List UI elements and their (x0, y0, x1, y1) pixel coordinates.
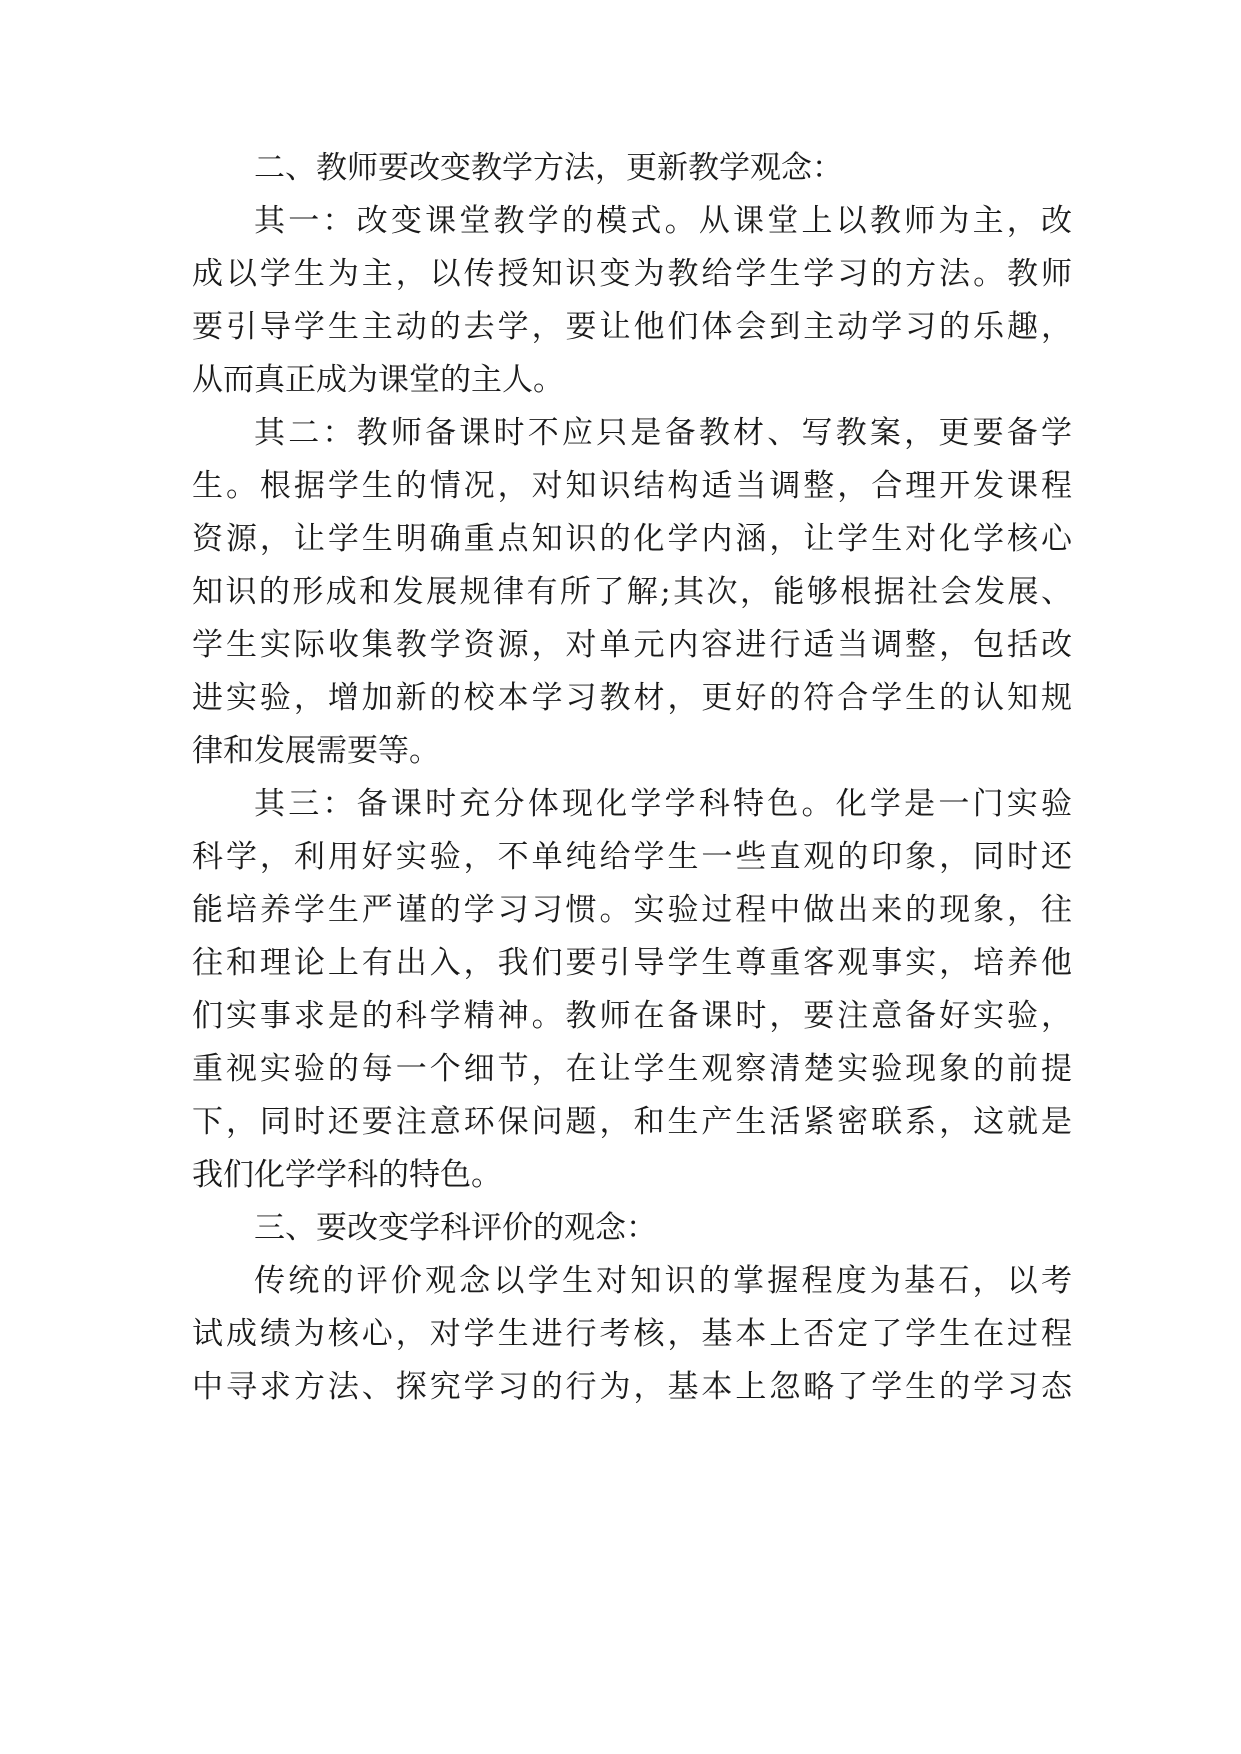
paragraph-line: 学生实际收集教学资源，对单元内容进行适当调整，包括改 (192, 627, 1072, 663)
paragraph-line: 试成绩为核心，对学生进行考核，基本上否定了学生在过程 (192, 1316, 1072, 1352)
paragraph-line: 我们化学学科的特色。 (192, 1157, 502, 1193)
paragraph-line: 科学，利用好实验，不单纯给学生一些直观的印象，同时还 (192, 839, 1072, 875)
paragraph-line: 资源，让学生明确重点知识的化学内涵，让学生对化学核心 (192, 521, 1072, 557)
paragraph-line: 知识的形成和发展规律有所了解;其次，能够根据社会发展、 (192, 574, 1072, 610)
paragraph-line: 进实验，增加新的校本学习教材，更好的符合学生的认知规 (192, 680, 1072, 716)
paragraph-line: 律和发展需要等。 (192, 733, 440, 769)
paragraph-line: 其二：教师备课时不应只是备教材、写教案，更要备学 (254, 415, 1072, 451)
paragraph-line: 其三：备课时充分体现化学学科特色。化学是一门实验 (254, 786, 1072, 822)
paragraph-line: 中寻求方法、探究学习的行为，基本上忽略了学生的学习态 (192, 1369, 1072, 1405)
paragraph-line: 从而真正成为课堂的主人。 (192, 362, 564, 398)
paragraph-line: 重视实验的每一个细节，在让学生观察清楚实验现象的前提 (192, 1051, 1072, 1087)
paragraph-line: 往和理论上有出入，我们要引导学生尊重客观事实，培养他 (192, 945, 1072, 981)
paragraph-line: 们实事求是的科学精神。教师在备课时，要注意备好实验， (192, 998, 1072, 1034)
paragraph-line: 要引导学生主动的去学，要让他们体会到主动学习的乐趣， (192, 309, 1072, 345)
paragraph-line: 传统的评价观念以学生对知识的掌握程度为基石，以考 (254, 1263, 1072, 1299)
paragraph-line: 生。根据学生的情况，对知识结构适当调整，合理开发课程 (192, 468, 1072, 504)
heading-section-3: 三、要改变学科评价的观念： (254, 1210, 657, 1246)
paragraph-line: 其一：改变课堂教学的模式。从课堂上以教师为主，改 (254, 203, 1072, 239)
paragraph-line: 成以学生为主，以传授知识变为教给学生学习的方法。教师 (192, 256, 1072, 292)
heading-section-2: 二、教师要改变教学方法，更新教学观念： (254, 150, 843, 186)
paragraph-line: 下，同时还要注意环保问题，和生产生活紧密联系，这就是 (192, 1104, 1072, 1140)
paragraph-line: 能培养学生严谨的学习习惯。实验过程中做出来的现象，往 (192, 892, 1072, 928)
